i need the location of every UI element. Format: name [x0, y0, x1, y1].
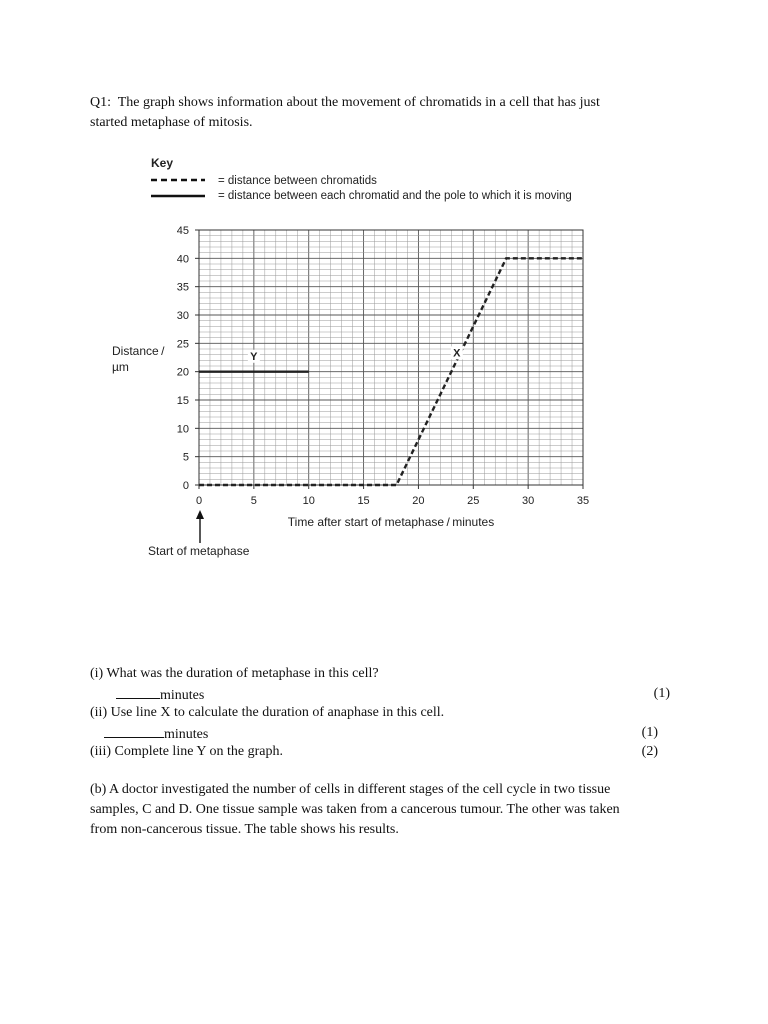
- chromatid-graph: [0, 150, 768, 570]
- x-tick-label: 10: [302, 495, 315, 507]
- question-label: Q1:: [90, 95, 111, 110]
- part-i-answer-blank[interactable]: [116, 684, 160, 699]
- series-label-y: Y: [250, 350, 258, 363]
- y-tick-label: 10: [176, 423, 189, 436]
- start-of-metaphase-annotation: Start of metaphase: [148, 544, 250, 558]
- x-tick-label: 0: [195, 495, 203, 507]
- key-solid-label: = distance between each chromatid and the pole to which it is moving: [218, 190, 572, 202]
- x-tick-label: 5: [250, 495, 257, 507]
- part-iii-marks: (2): [641, 744, 658, 759]
- y-tick-label: 20: [176, 366, 189, 379]
- part-b-line-1: (b) A doctor investigated the number of cells in different stages of the cell cycle in two tissue: [90, 782, 611, 797]
- y-tick-label: 40: [176, 253, 189, 266]
- x-tick-label: 35: [576, 495, 590, 507]
- part-b-line-2: samples, C and D. One tissue sample was taken from a cancerous tumour. The other was taken: [90, 802, 620, 817]
- part-i-answer-unit: minutes: [160, 687, 205, 703]
- part-i-answer-row: [90, 684, 670, 704]
- part-i-question: (i) What was the duration of metaphase in this cell?: [90, 666, 379, 681]
- part-ii-answer-blank[interactable]: [104, 723, 164, 738]
- x-tick-label: 20: [412, 495, 425, 507]
- y-axis-label-line2: µm: [112, 360, 129, 374]
- part-iii-question: (iii) Complete line Y on the graph.: [90, 744, 283, 759]
- part-ii-marks: (1): [641, 724, 658, 740]
- part-ii-answer-unit: minutes: [164, 726, 209, 742]
- x-tick-label: 30: [522, 495, 535, 507]
- y-tick-label: 35: [176, 281, 189, 294]
- y-tick-label: 45: [176, 225, 189, 237]
- intro-line-1: The graph shows information about the movement of chromatids in a cell that has just: [117, 95, 600, 110]
- y-tick-label: 0: [182, 480, 189, 492]
- key-dashed-label: = distance between chromatids: [218, 175, 377, 187]
- question-parts: [90, 664, 670, 762]
- start-arrow-head: [196, 510, 204, 519]
- intro-line-2: started metaphase of mitosis.: [90, 115, 253, 130]
- y-axis-label-line1: Distance /: [112, 344, 165, 358]
- x-tick-label: 25: [467, 495, 480, 507]
- series-label-x: X: [453, 347, 461, 360]
- part-b-line-3: from non-cancerous tissue. The table shows his results.: [90, 822, 399, 837]
- part-b: [90, 780, 670, 840]
- part-ii-question: (ii) Use line X to calculate the duration of anaphase in this cell.: [90, 705, 445, 720]
- y-tick-label: 30: [176, 310, 189, 322]
- question-intro: [90, 93, 690, 133]
- part-i-marks: (1): [653, 685, 670, 701]
- part-ii-question-row: [90, 703, 670, 723]
- part-ii-answer-row: [90, 723, 670, 743]
- y-tick-label: 15: [176, 395, 189, 407]
- x-tick-label: 15: [357, 495, 370, 507]
- part-iii-row: [90, 742, 670, 762]
- key-title: Key: [151, 156, 174, 170]
- y-tick-label: 5: [182, 451, 189, 464]
- x-axis-label: Time after start of metaphase / minutes: [287, 515, 495, 529]
- y-tick-label: 25: [176, 338, 189, 351]
- part-i-question-row: [90, 664, 670, 684]
